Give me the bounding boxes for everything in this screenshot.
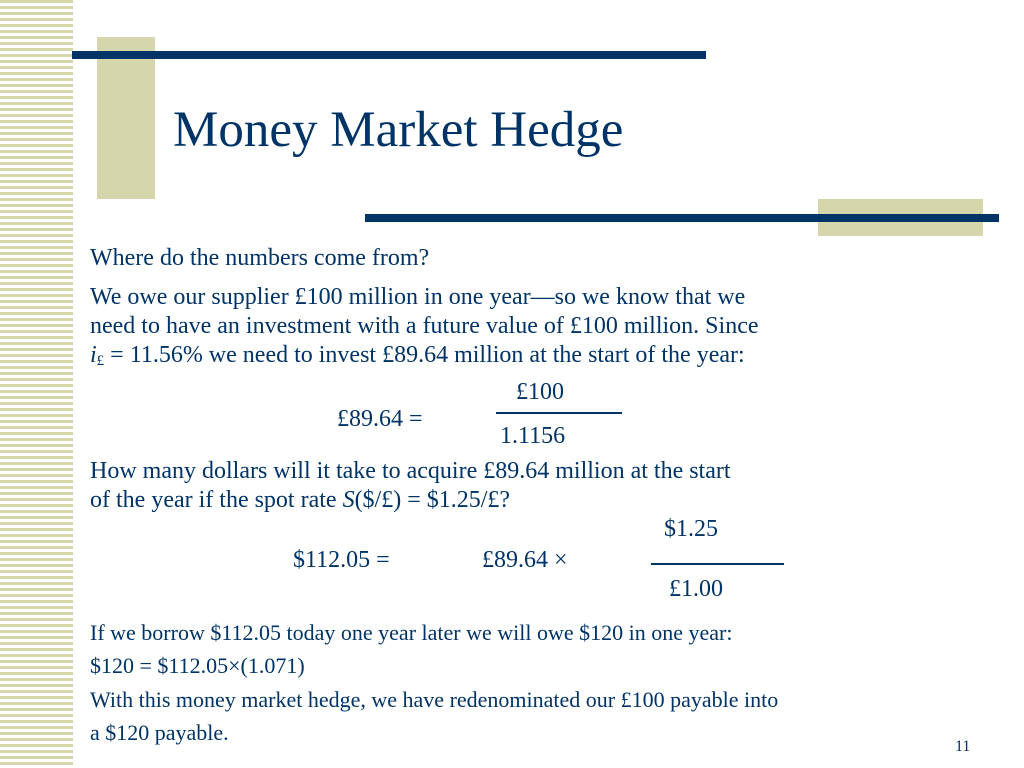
question-2-line-2 bbox=[90, 486, 510, 515]
eq2-multiplicand: £89.64 × bbox=[482, 547, 568, 573]
question-1: Where do the numbers come from? bbox=[90, 245, 430, 271]
conclusion-line-2: a $120 payable. bbox=[90, 720, 229, 745]
page-number: 11 bbox=[955, 738, 971, 755]
pound-subscript: £ bbox=[96, 353, 105, 369]
question-2-line-2-post: ($/£) = $1.25/£? bbox=[354, 487, 511, 513]
title-underline-rule bbox=[365, 214, 999, 222]
eq2-denominator: £1.00 bbox=[669, 576, 723, 602]
paragraph-1-line-1: We owe our supplier £100 million in one year—so we know that we bbox=[90, 284, 746, 310]
decorative-stripes bbox=[0, 0, 73, 768]
eq1-numerator: £100 bbox=[516, 379, 564, 405]
interest-variable: i bbox=[90, 342, 97, 368]
title-accent-block bbox=[97, 37, 155, 199]
eq2-fraction-bar bbox=[651, 563, 784, 565]
eq1-denominator: 1.1156 bbox=[500, 423, 566, 449]
borrow-statement: If we borrow $112.05 today one year later we will owe $120 in one year: bbox=[90, 620, 733, 645]
eq2-numerator: $1.25 bbox=[664, 516, 718, 542]
paragraph-1-line-3-rest: = 11.56% we need to invest £89.64 million at the start of the year: bbox=[104, 342, 745, 368]
eq1-fraction-bar bbox=[496, 412, 622, 414]
borrow-equation: $120 = $112.05×(1.071) bbox=[90, 653, 305, 678]
spot-rate-variable: S bbox=[342, 487, 355, 513]
question-2-line-2-pre: of the year if the spot rate bbox=[90, 487, 343, 513]
top-rule bbox=[72, 51, 706, 59]
question-2-line-1: How many dollars will it take to acquire £89.64 million at the start bbox=[90, 458, 731, 484]
paragraph-1-line-3 bbox=[90, 341, 745, 376]
conclusion-line-1: With this money market hedge, we have redenominated our £100 payable into bbox=[90, 687, 779, 712]
eq2-lhs: $112.05 = bbox=[293, 547, 390, 573]
slide-title: Money Market Hedge bbox=[173, 102, 624, 158]
paragraph-1-line-2: need to have an investment with a future value of £100 million. Since bbox=[90, 313, 759, 339]
eq1-lhs: £89.64 = bbox=[337, 406, 423, 432]
